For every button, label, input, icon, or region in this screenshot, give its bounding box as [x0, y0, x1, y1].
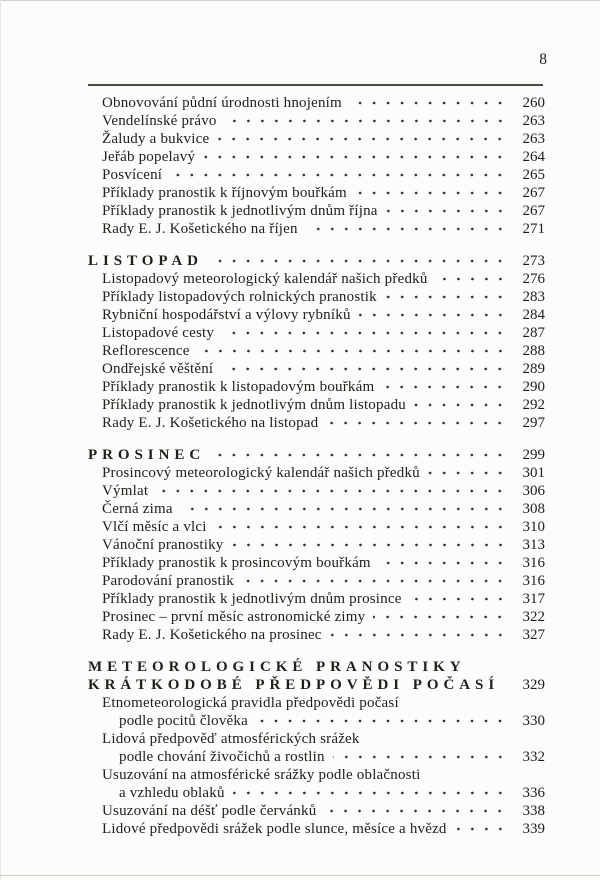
dot-leader — [436, 270, 509, 288]
dot-leader — [386, 202, 509, 220]
toc-entry-label: Jeřáb popelavý — [102, 149, 196, 165]
toc-entry-row — [88, 202, 545, 220]
toc-entry-label: Příklady pranostik k říjnovým bouřkám — [102, 185, 347, 201]
toc-entry-page: 263 — [522, 113, 545, 129]
toc-entry-row — [88, 94, 545, 112]
toc-entry-page: 316 — [522, 555, 545, 571]
dot-leader — [333, 748, 509, 766]
toc-entry-label: podle pocitů člověka — [119, 713, 248, 729]
toc-entry-label: Listopadové cesty — [102, 325, 215, 341]
dot-leader — [410, 590, 509, 608]
toc-entry-label: Výmlat — [102, 483, 149, 499]
toc-entry-label: Reflorescence — [102, 343, 190, 359]
toc-section — [88, 252, 545, 432]
toc-entry-label: Rady E. J. Košetického na prosinec — [102, 627, 322, 643]
toc-entry-label: KRÁTKODOBÉ PŘEDPOVĚDI POČASÍ — [88, 677, 500, 693]
toc-entry-page: 336 — [522, 785, 545, 801]
toc-entry-label: Příklady pranostik k jednotlivým dnům listopadu — [102, 397, 406, 413]
toc-section — [88, 658, 545, 838]
dot-leader — [359, 306, 509, 324]
dot-leader — [211, 252, 509, 270]
dot-leader — [225, 112, 509, 130]
dot-leader — [217, 130, 509, 148]
toc-entry-row — [88, 766, 545, 784]
dot-leader — [222, 324, 509, 342]
dot-leader — [242, 572, 509, 590]
toc-entry-row — [88, 396, 545, 414]
toc-entry-label: Černá zima — [102, 501, 173, 517]
toc-entry-label: Lidové předpovědi srážek podle slunce, měsíce a hvězd — [102, 821, 447, 837]
toc-entry-label: Vlčí měsíc a vlci — [102, 519, 207, 535]
toc-entry-label: podle chování živočichů a rostlin — [119, 749, 325, 765]
toc-entry-page: 338 — [522, 803, 545, 819]
toc-entry-page: 313 — [522, 537, 545, 553]
toc-entry-page: 283 — [522, 289, 545, 305]
toc-entry-label: Usuzování na déšť podle červánků — [102, 803, 317, 819]
dot-leader — [215, 518, 509, 536]
dot-leader — [507, 676, 509, 694]
dot-leader — [198, 342, 509, 360]
toc-entry-row — [88, 360, 545, 378]
header-rule — [88, 84, 543, 86]
toc-entry-page: 264 — [522, 149, 545, 165]
toc-entry-row — [88, 342, 545, 360]
table-of-contents — [0, 94, 600, 838]
dot-leader — [181, 500, 509, 518]
toc-entry-page: 308 — [522, 501, 545, 517]
toc-entry-row — [88, 608, 545, 626]
toc-entry-page: 299 — [522, 447, 545, 463]
dot-leader — [414, 396, 509, 414]
dot-leader — [156, 482, 509, 500]
toc-heading-row — [88, 676, 545, 694]
page-header — [0, 0, 600, 94]
dot-leader — [379, 554, 509, 572]
toc-entry-page: 297 — [522, 415, 545, 431]
dot-leader — [203, 148, 509, 166]
toc-entry-page: 289 — [522, 361, 545, 377]
toc-entry-label: Příklady pranostik k prosincovým bouřkám — [102, 555, 371, 571]
toc-entry-row — [88, 220, 545, 238]
toc-entry-label: METEOROLOGICKÉ PRANOSTIKY — [88, 659, 466, 675]
toc-entry-row — [88, 464, 545, 482]
toc-entry-page: 284 — [522, 307, 545, 323]
toc-entry-label: Žaludy a bukvice — [102, 131, 210, 147]
toc-entry-row — [88, 112, 545, 130]
toc-entry-label: Parodování pranostik — [102, 573, 234, 589]
toc-section — [88, 446, 545, 644]
toc-entry-label: Posvícení — [102, 167, 163, 183]
toc-heading-row — [88, 446, 545, 464]
toc-entry-page: 267 — [522, 185, 545, 201]
toc-entry-label: Příklady listopadových rolnických pranostik — [102, 289, 377, 305]
dot-leader — [373, 608, 509, 626]
toc-entry-label: LISTOPAD — [88, 253, 203, 269]
dot-leader — [428, 464, 509, 482]
dot-leader — [233, 784, 509, 802]
toc-entry-label: Ondřejské věštění — [102, 361, 214, 377]
toc-entry-page: 332 — [522, 749, 545, 765]
toc-entry-page: 327 — [522, 627, 545, 643]
toc-entry-row — [88, 536, 545, 554]
toc-entry-page: 290 — [522, 379, 545, 395]
toc-entry-page: 322 — [522, 609, 545, 625]
dot-leader — [455, 820, 509, 838]
scan-edge-bottom — [0, 875, 600, 876]
toc-entry-label: Lidová předpověď atmosférických srážek — [102, 731, 360, 747]
dot-leader — [350, 94, 509, 112]
toc-entry-row — [88, 712, 545, 730]
toc-entry-page: 306 — [522, 483, 545, 499]
toc-entry-label: Příklady pranostik k listopadovým bouřkám — [102, 379, 375, 395]
toc-entry-row — [88, 572, 545, 590]
toc-entry-row — [88, 802, 545, 820]
toc-entry-label: Vendelínské právo — [102, 113, 217, 129]
dot-leader — [324, 802, 509, 820]
scan-edge-left — [0, 0, 1, 880]
toc-entry-page: 271 — [522, 221, 545, 237]
toc-entry-row — [88, 288, 545, 306]
toc-entry-label: Obnovování půdní úrodnosti hnojením — [102, 95, 342, 111]
toc-entry-page: 260 — [522, 95, 545, 111]
toc-entry-page: 267 — [522, 203, 545, 219]
dot-leader — [221, 360, 509, 378]
toc-entry-page: 316 — [522, 573, 545, 589]
toc-entry-row — [88, 482, 545, 500]
toc-heading-row — [88, 658, 545, 676]
dot-leader — [170, 166, 509, 184]
toc-entry-page: 265 — [522, 167, 545, 183]
toc-entry-page: 339 — [522, 821, 545, 837]
dot-leader — [330, 626, 509, 644]
toc-entry-page: 273 — [522, 253, 545, 269]
toc-entry-page: 276 — [522, 271, 545, 287]
toc-entry-label: Listopadový meteorologický kalendář našich předků — [102, 271, 428, 287]
dot-leader — [385, 288, 509, 306]
toc-entry-row — [88, 626, 545, 644]
toc-entry-row — [88, 784, 545, 802]
dot-leader — [326, 414, 509, 432]
toc-entry-row — [88, 184, 545, 202]
toc-entry-row — [88, 414, 545, 432]
toc-entry-label: Rybniční hospodářství a výlovy rybníků — [102, 307, 351, 323]
toc-entry-row — [88, 820, 545, 838]
toc-entry-page: 317 — [522, 591, 545, 607]
dot-leader — [382, 378, 509, 396]
dot-leader — [306, 220, 509, 238]
toc-entry-label: PROSINEC — [88, 447, 206, 463]
toc-entry-page: 330 — [522, 713, 545, 729]
toc-entry-row — [88, 324, 545, 342]
toc-entry-row — [88, 306, 545, 324]
toc-entry-label: Usuzování na atmosférické srážky podle oblačnosti — [102, 767, 421, 783]
dot-leader — [355, 184, 509, 202]
toc-entry-row — [88, 694, 545, 712]
toc-entry-row — [88, 748, 545, 766]
toc-entry-row — [88, 166, 545, 184]
toc-entry-row — [88, 148, 545, 166]
dot-leader — [256, 712, 509, 730]
toc-entry-page: 292 — [522, 397, 545, 413]
toc-entry-label: Prosincový meteorologický kalendář našich předků — [102, 465, 420, 481]
toc-entry-row — [88, 518, 545, 536]
dot-leader — [232, 536, 510, 554]
toc-entry-label: Rady E. J. Košetického na říjen — [102, 221, 298, 237]
toc-entry-label: a vzhledu oblaků — [119, 785, 225, 801]
toc-entry-label: Vánoční pranostiky — [102, 537, 224, 553]
toc-entry-label: Etnometeorologická pravidla předpovědi počasí — [102, 695, 399, 711]
toc-entry-label: Rady E. J. Košetického na listopad — [102, 415, 319, 431]
toc-entry-row — [88, 270, 545, 288]
toc-section — [88, 94, 545, 238]
toc-entry-row — [88, 554, 545, 572]
toc-entry-label: Příklady pranostik k jednotlivým dnům prosince — [102, 591, 402, 607]
toc-entry-label: Příklady pranostik k jednotlivým dnům října — [102, 203, 378, 219]
toc-entry-page: 329 — [522, 677, 545, 693]
toc-entry-row — [88, 590, 545, 608]
toc-entry-row — [88, 500, 545, 518]
toc-entry-row — [88, 378, 545, 396]
toc-entry-row — [88, 130, 545, 148]
toc-entry-page: 310 — [522, 519, 545, 535]
toc-entry-page: 301 — [522, 465, 545, 481]
toc-entry-row — [88, 730, 545, 748]
page-number: 8 — [539, 51, 547, 68]
toc-entry-page: 287 — [522, 325, 545, 341]
toc-entry-page: 263 — [522, 131, 545, 147]
toc-entry-label: Prosinec – první měsíc astronomické zimy — [102, 609, 366, 625]
dot-leader — [213, 446, 509, 464]
toc-heading-row — [88, 252, 545, 270]
toc-entry-page: 288 — [522, 343, 545, 359]
